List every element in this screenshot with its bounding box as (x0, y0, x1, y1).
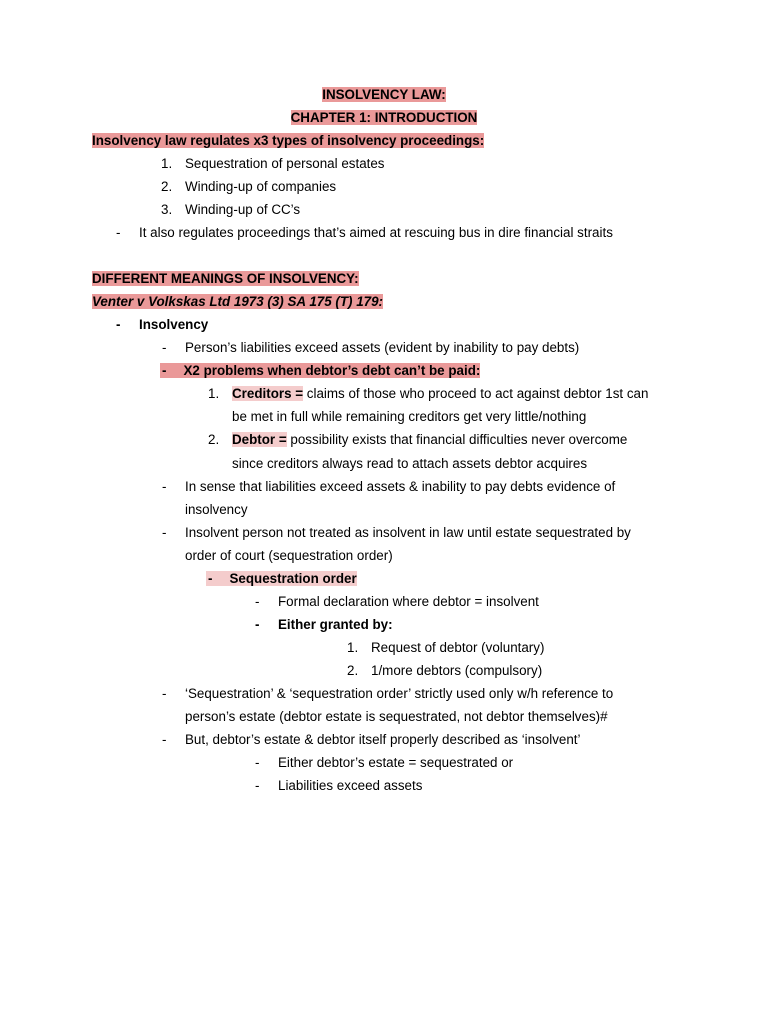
seq-usage-text-continued: person’s estate (debtor estate is sequestrated, not debtor themselves)# (185, 709, 608, 724)
bullet-dash: - (162, 479, 167, 494)
debtor-item: Debtor = possibility exists that financial difficulties never overcome (232, 432, 628, 447)
also-regulates-text: It also regulates proceedings that’s aimed at rescuing bus in dire financial straits (139, 225, 613, 240)
either-granted-label: Either granted by: (278, 617, 393, 632)
bullet-dash: - (162, 340, 167, 355)
list-number: 3. (161, 202, 173, 217)
insolvent-person-text-continued: order of court (sequestration order) (185, 548, 393, 563)
list-number: 1. (347, 640, 359, 655)
either-estate-text: Either debtor’s estate = sequestrated or (278, 755, 514, 770)
meanings-heading: DIFFERENT MEANINGS OF INSOLVENCY: (92, 271, 359, 286)
list-item: Winding-up of CC’s (185, 202, 301, 217)
bullet-dash: - (116, 317, 121, 332)
list-number: 2. (347, 663, 359, 678)
list-number: 1. (208, 386, 220, 401)
bullet-dash: - (255, 778, 260, 793)
bullet-dash: - (162, 732, 167, 747)
intro-heading: Insolvency law regulates x3 types of insolvency proceedings: (92, 133, 485, 148)
list-item: Winding-up of companies (185, 179, 337, 194)
seq-usage-text: ‘Sequestration’ & ‘sequestration order’ strictly used only w/h reference to (185, 686, 614, 701)
document-title: INSOLVENCY LAW: (322, 87, 446, 102)
sequestration-order-heading: - Sequestration order (208, 571, 357, 586)
but-debtor-text: But, debtor’s estate & debtor itself properly described as ‘insolvent’ (185, 732, 581, 747)
list-item: Sequestration of personal estates (185, 156, 385, 171)
formal-declaration-text: Formal declaration where debtor = insolvent (278, 594, 539, 609)
debtor-item-continued: since creditors always read to attach assets debtor acquires (232, 456, 588, 471)
in-sense-text-continued: insolvency (185, 502, 248, 517)
list-number: 2. (161, 179, 173, 194)
bullet-dash: - (162, 525, 167, 540)
list-number: 1. (161, 156, 173, 171)
chapter-heading: CHAPTER 1: INTRODUCTION (290, 110, 478, 125)
list-number: 2. (208, 432, 220, 447)
liabilities-assets-text: Liabilities exceed assets (278, 778, 423, 793)
liabilities-exceed-text: Person’s liabilities exceed assets (evident by inability to pay debts) (185, 340, 580, 355)
bullet-dash: - (162, 686, 167, 701)
bullet-dash: - (255, 617, 260, 632)
creditors-item-continued: be met in full while remaining creditors get very little/nothing (232, 409, 587, 424)
insolvent-person-text: Insolvent person not treated as insolvent in law until estate sequestrated by (185, 525, 631, 540)
case-citation: Venter v Volkskas Ltd 1973 (3) SA 175 (T) 179: (92, 294, 383, 309)
insolvency-label: Insolvency (139, 317, 209, 332)
list-item: Request of debtor (voluntary) (371, 640, 545, 655)
list-item: 1/more debtors (compulsory) (371, 663, 543, 678)
in-sense-text: In sense that liabilities exceed assets & inability to pay debts evidence of (185, 479, 616, 494)
bullet-dash: - (116, 225, 121, 240)
bullet-dash: - (255, 594, 260, 609)
creditors-item: Creditors = claims of those who proceed to act against debtor 1st can (232, 386, 649, 401)
bullet-dash: - (255, 755, 260, 770)
x2-problems-heading: - X2 problems when debtor’s debt can’t be paid: (162, 363, 481, 378)
